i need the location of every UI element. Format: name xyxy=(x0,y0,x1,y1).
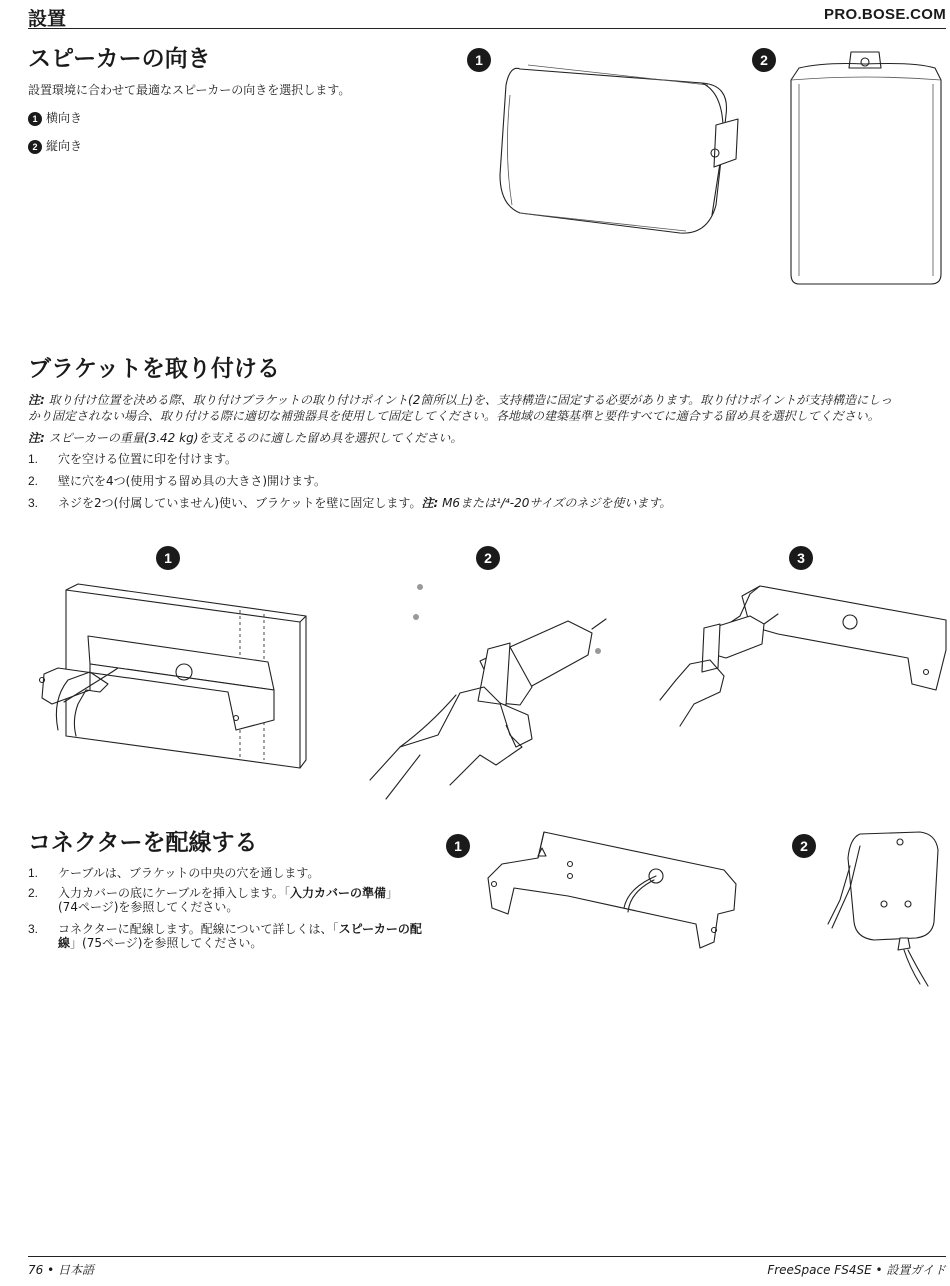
number-badge: 1 xyxy=(28,112,42,126)
step-text xyxy=(58,886,398,914)
bracket-title: ブラケットを取り付ける xyxy=(28,356,280,382)
text-segment: コネクターに配線します。配線について詳しくは、「 xyxy=(58,922,339,936)
orientation-item-label: 縦向き xyxy=(46,139,83,153)
wiring-step-3 xyxy=(28,922,438,952)
note-label: 注: xyxy=(28,393,45,407)
step-text: ケーブルは、ブラケットの中央の穴を通します。 xyxy=(58,866,320,880)
header-rule xyxy=(28,28,946,29)
page-number: 76 • 日本語 xyxy=(28,1263,94,1277)
callout-badge: 3 xyxy=(789,546,813,570)
link-speaker-wiring-cont[interactable]: 線 xyxy=(58,936,71,950)
drilling-illustration xyxy=(360,575,620,800)
step-number: 1. xyxy=(28,866,39,880)
callout-badge: 1 xyxy=(467,48,491,72)
bracket-step-2 xyxy=(28,474,728,490)
speaker-horizontal-illustration xyxy=(490,55,750,240)
bracket-step-3 xyxy=(28,496,928,512)
orientation-intro: 設置環境に合わせて最適なスピーカーの向きを選択します。 xyxy=(28,83,351,97)
note-label: 注: xyxy=(28,431,45,445)
fastening-bracket-illustration xyxy=(650,580,948,730)
step-number: 1. xyxy=(28,452,39,466)
text-segment: 」 xyxy=(385,886,398,900)
note-text-line1: 取り付け位置を決める際、取り付けブラケットの取り付けポイント(2箇所以上)を、支持構造に固定する必要があります。取り付けポイントが支持構造にしっ xyxy=(44,393,893,407)
bracket-note-weight xyxy=(28,430,462,446)
step-text-line2 xyxy=(58,936,262,950)
wiring-step-1 xyxy=(28,866,438,882)
step-number: 2. xyxy=(28,474,39,488)
link-speaker-wiring[interactable]: スピーカーの配 xyxy=(338,922,422,936)
orientation-title: スピーカーの向き xyxy=(28,46,211,72)
bracket-note-fastening xyxy=(28,392,946,424)
callout-badge: 1 xyxy=(156,546,180,570)
callout-badge: 2 xyxy=(476,546,500,570)
wiring-title: コネクターを配線する xyxy=(28,830,258,856)
guide-title: FreeSpace FS4SE • 設置ガイド xyxy=(767,1263,946,1277)
step-text-line2: (74ページ)を参照してください。 xyxy=(58,900,239,914)
step-text-line1 xyxy=(58,886,398,900)
bracket-step-1 xyxy=(28,452,728,468)
site-url[interactable]: PRO.BOSE.COM xyxy=(824,6,946,23)
step-number: 2. xyxy=(28,886,39,900)
step-text-wrap xyxy=(58,496,671,510)
text-segment: 入力カバーの底にケーブルを挿入します。「 xyxy=(58,886,290,900)
callout-badge: 2 xyxy=(792,834,816,858)
text-segment: 」(75ページ)を参照してください。 xyxy=(70,936,263,950)
note-text: スピーカーの重量(3.42 kg)を支えるのに適した留め具を選択してください。 xyxy=(44,431,463,445)
orientation-item-horizontal xyxy=(28,110,82,126)
note-text: M6または¹/⁴-20サイズのネジを使います。 xyxy=(438,496,672,510)
orientation-item-vertical xyxy=(28,138,82,154)
step-text: 穴を空ける位置に印を付けます。 xyxy=(58,452,238,466)
note-label: 注: xyxy=(421,496,439,510)
section-header: 設置 xyxy=(28,8,67,30)
callout-badge: 1 xyxy=(446,834,470,858)
marking-holes-illustration xyxy=(28,580,308,780)
link-input-cover-prep[interactable]: 入力カバーの準備 xyxy=(289,886,386,900)
step-text-line1 xyxy=(58,922,422,936)
step-text: 壁に穴を4つ(使用する留め具の大きさ)開けます。 xyxy=(58,474,327,488)
cable-through-bracket-illustration xyxy=(478,828,768,950)
speaker-vertical-illustration xyxy=(785,48,945,288)
step-text: ネジを2つ(付属していません)使い、ブラケットを壁に固定します。 xyxy=(58,496,422,510)
footer-rule xyxy=(28,1256,946,1257)
number-badge: 2 xyxy=(28,140,42,154)
orientation-item-label: 横向き xyxy=(46,111,83,125)
callout-badge: 2 xyxy=(752,48,776,72)
step-number: 3. xyxy=(28,922,39,936)
note-text-line2: かり固定されない場合、取り付ける際に適切な補強器具を使用して固定してください。各地域の建築基準と要件すべてに適合する留め具を選択してください。 xyxy=(28,409,880,423)
step-number: 3. xyxy=(28,496,39,510)
step-text xyxy=(58,922,422,950)
input-cover-connector-illustration xyxy=(820,828,948,988)
wiring-step-2 xyxy=(28,886,438,916)
